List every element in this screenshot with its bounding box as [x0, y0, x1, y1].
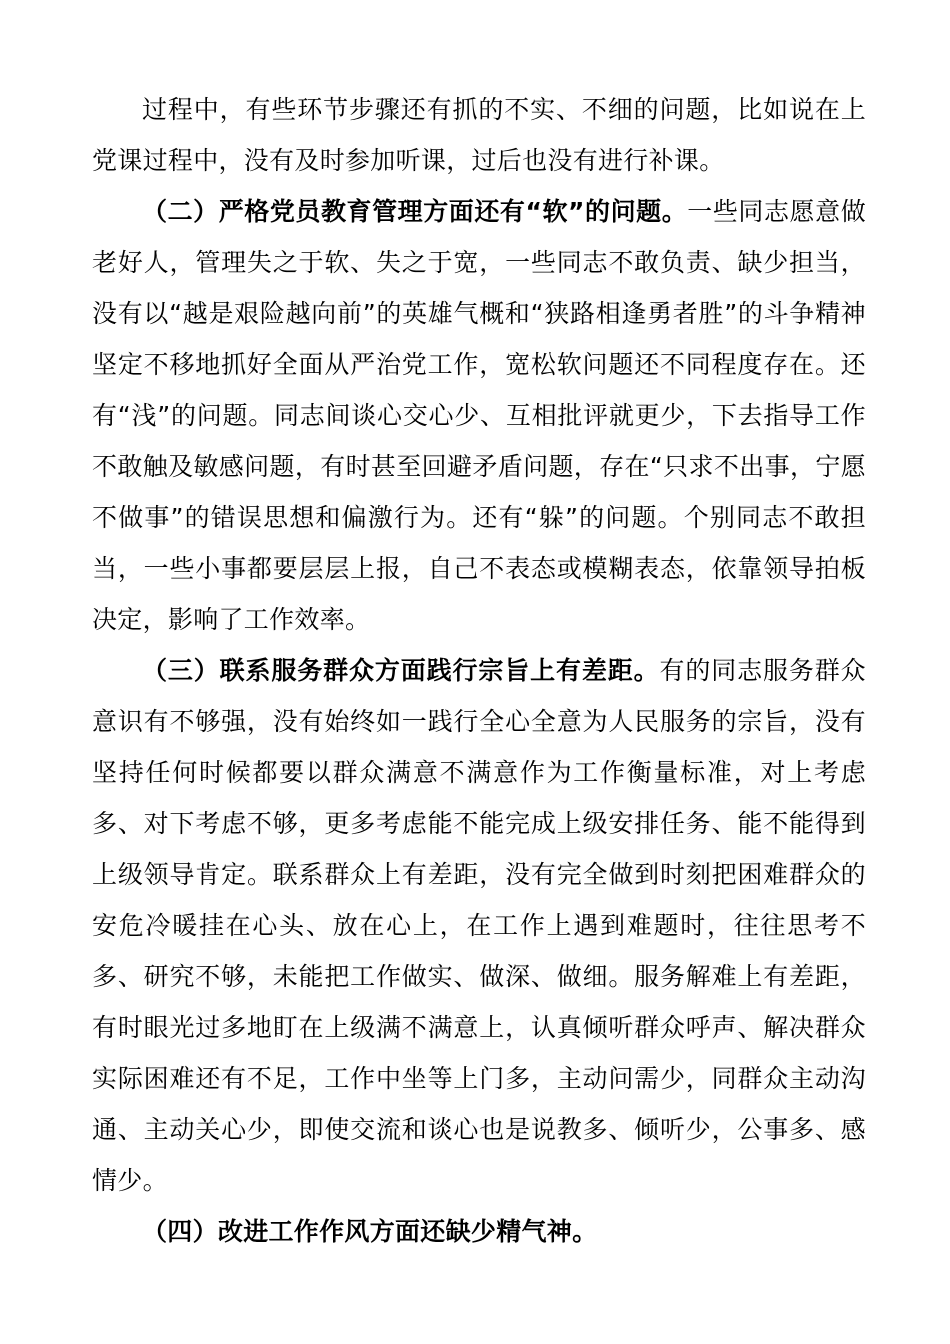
paragraph-3-text: 有的同志服务群众意识有不够强，没有始终如一践行全心全意为人民服务的宗旨，没有坚持任何时候都要以群众满意不满意作为工作衡量标准，对上考虑多、对下考虑不够，更多考虑能不能完成上级安排任务、能不能得到上级领导肯定。联系群众上有差距，没有完全做到时刻把困难群众的安危冷暖挂在心头、放在心上，在工作上遇到难题时，往往思考不多、研究不够，未能把工作做实、做深、做细。服务解难上有差距，有时眼光过多地盯在上级满不满意上，认真倾听群众呼声、解决群众实际困难还有不足，工作中坐等上门多，主动问需少，同群众主动沟通、主动关心少，即使交流和谈心也是说教多、倾听少，公事多、感情少。: [92, 656, 866, 1195]
paragraph-2: [92, 186, 866, 645]
paragraph-4-heading: （四）改进工作作风方面还缺少精气神。: [142, 1217, 598, 1246]
paragraph-1-text: 过程中，有些环节步骤还有抓的不实、不细的问题，比如说在上党课过程中，没有及时参加听课，过后也没有进行补课。: [92, 95, 866, 175]
paragraph-3: [92, 645, 866, 1206]
paragraph-1: [92, 84, 866, 186]
paragraph-4: [92, 1206, 866, 1257]
paragraph-2-text: 一些同志愿意做老好人，管理失之于软、失之于宽，一些同志不敢负责、缺少担当，没有以“越是艰险越向前”的英雄气概和“狭路相逢勇者胜”的斗争精神坚定不移地抓好全面从严治党工作，宽松软问题还不同程度存在。还有“浅”的问题。同志间谈心交心少、互相批评就更少，下去指导工作不敢触及敏感问题，有时甚至回避矛盾问题，存在“只求不出事，宁愿不做事”的错误思想和偏激行为。还有“躲”的问题。个别同志不敢担当，一些小事都要层层上报，自己不表态或模糊表态，依靠领导拍板决定，影响了工作效率。: [92, 197, 866, 634]
document-body: [92, 84, 866, 1257]
paragraph-3-heading: （三）联系服务群众方面践行宗旨上有差距。: [142, 656, 660, 685]
paragraph-2-heading: （二）严格党员教育管理方面还有“软”的问题。: [142, 197, 688, 226]
